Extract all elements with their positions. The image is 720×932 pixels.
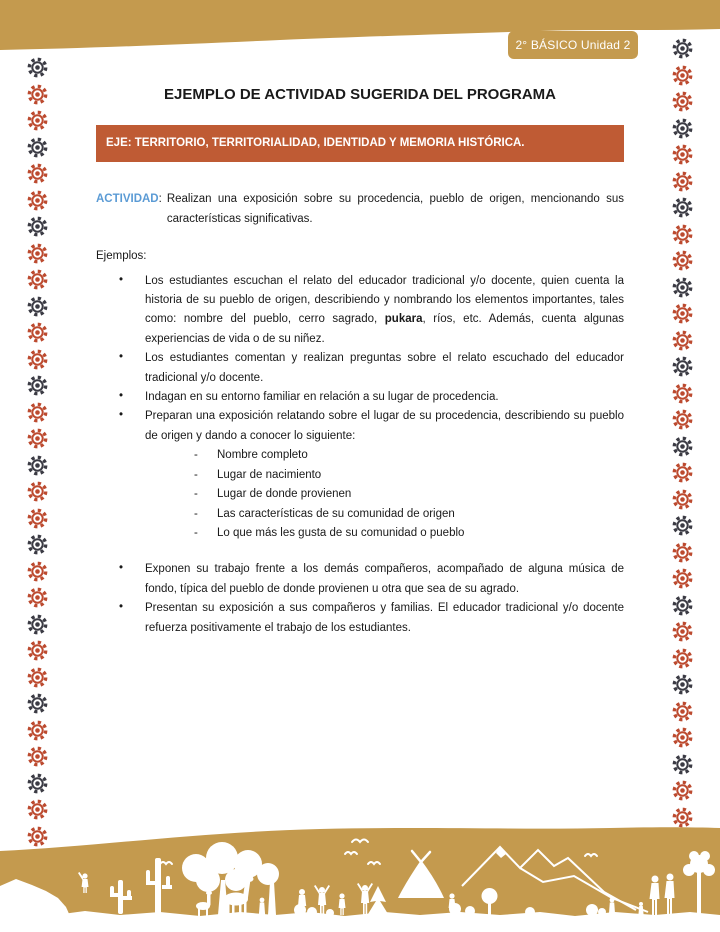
bullet-text: Los estudiantes escuchan el relato del educador tradicional y/o docente, quien cuenta la historia de su pueblo de origen, describiendo y nombrando los elementos importantes, tales como: nombre del pueblo, cerro sagrado, bbox=[145, 274, 624, 326]
chakana-motif-icon bbox=[672, 621, 693, 642]
chakana-motif-icon bbox=[27, 296, 48, 317]
sub-item-text: Lugar de nacimiento bbox=[217, 468, 322, 481]
example-bullet bbox=[96, 560, 624, 599]
chakana-motif-icon bbox=[27, 773, 48, 794]
chakana-motif-icon bbox=[672, 91, 693, 112]
chakana-motif-icon bbox=[27, 216, 48, 237]
chakana-motif-icon bbox=[27, 322, 48, 343]
sub-item-text: Lugar de donde provienen bbox=[217, 488, 352, 501]
chakana-motif-icon bbox=[27, 84, 48, 105]
chakana-motif-icon bbox=[672, 462, 693, 483]
chakana-motif-icon bbox=[672, 38, 693, 59]
bullet-text: Presentan su exposición a sus compañeros y familias. El educador tradicional y/o docente refuerza positivamente el trabajo de los estudiantes. bbox=[145, 602, 624, 634]
chakana-motif-icon bbox=[672, 436, 693, 457]
example-bullet bbox=[96, 349, 624, 388]
chakana-motif-icon bbox=[672, 409, 693, 430]
eje-banner-label: EJE: TERRITORIO, TERRITORIALIDAD, IDENTIDAD Y MEMORIA HISTÓRICA. bbox=[106, 137, 525, 150]
sub-item-text: Lo que más les gusta de su comunidad o pueblo bbox=[217, 527, 465, 539]
chakana-motif-icon bbox=[672, 648, 693, 669]
chakana-motif-icon bbox=[27, 243, 48, 264]
chakana-motif-icon bbox=[27, 137, 48, 158]
chakana-motif-icon bbox=[27, 667, 48, 688]
bullet-marker: • bbox=[119, 390, 124, 403]
chakana-motif-icon bbox=[672, 489, 693, 510]
bullet-text-bold: pukara bbox=[384, 313, 423, 326]
ornament-border-right bbox=[672, 38, 693, 828]
chakana-motif-icon bbox=[672, 250, 693, 271]
examples-heading: Ejemplos: bbox=[96, 250, 147, 263]
chakana-motif-icon bbox=[27, 746, 48, 767]
chakana-motif-icon bbox=[672, 197, 693, 218]
dash-marker: - bbox=[194, 468, 198, 481]
examples-list bbox=[96, 272, 624, 544]
bullet-text: Exponen su trabajo frente a los demás compañeros, acompañado de alguna música de fondo, típica del pueblo de donde provienen u otra que sea de su agrado. bbox=[145, 563, 624, 595]
dash-marker: - bbox=[194, 507, 198, 520]
chakana-motif-icon bbox=[27, 720, 48, 741]
unit-badge bbox=[508, 31, 638, 59]
chakana-motif-icon bbox=[27, 349, 48, 370]
chakana-motif-icon bbox=[672, 595, 693, 616]
bottom-band bbox=[0, 820, 720, 932]
chakana-motif-icon bbox=[672, 515, 693, 536]
bullet-marker: • bbox=[119, 562, 124, 575]
examples-list-2 bbox=[96, 560, 624, 638]
chakana-motif-icon bbox=[27, 375, 48, 396]
bullet-text: Indagan en su entorno familiar en relación a su lugar de procedencia. bbox=[145, 391, 499, 404]
activity-colon: : bbox=[158, 193, 162, 206]
chakana-motif-icon bbox=[672, 727, 693, 748]
ornament-border-left bbox=[27, 57, 48, 847]
activity-paragraph bbox=[96, 190, 624, 229]
sub-item bbox=[145, 466, 624, 485]
activity-text: Realizan una exposición sobre su procedencia, pueblo de origen, mencionando sus características significativas. bbox=[166, 193, 624, 225]
chakana-motif-icon bbox=[27, 190, 48, 211]
sub-item-text: Nombre completo bbox=[217, 449, 308, 462]
chakana-motif-icon bbox=[672, 303, 693, 324]
chakana-motif-icon bbox=[27, 402, 48, 423]
chakana-motif-icon bbox=[27, 799, 48, 820]
chakana-motif-icon bbox=[27, 693, 48, 714]
chakana-motif-icon bbox=[672, 674, 693, 695]
chakana-motif-icon bbox=[672, 171, 693, 192]
person-icon bbox=[259, 898, 265, 915]
dash-marker: - bbox=[194, 449, 198, 462]
chakana-motif-icon bbox=[27, 163, 48, 184]
chakana-motif-icon bbox=[672, 65, 693, 86]
chakana-motif-icon bbox=[672, 542, 693, 563]
bullet-text: Los estudiantes comentan y realizan preguntas sobre el relato escuchado del educador tradicional y/o docente. bbox=[145, 352, 624, 384]
person-icon bbox=[638, 902, 643, 915]
example-bullet bbox=[96, 599, 624, 638]
chakana-motif-icon bbox=[27, 614, 48, 635]
bullet-marker: • bbox=[119, 273, 124, 286]
chakana-motif-icon bbox=[27, 534, 48, 555]
bullet-marker: • bbox=[119, 409, 124, 422]
spacer bbox=[96, 543, 624, 560]
activity-label: ACTIVIDAD bbox=[96, 193, 159, 206]
sub-items-list bbox=[145, 446, 624, 543]
bullet-text: , ríos, etc. Además, cuenta algunas experiencias de vida o de su niñez. bbox=[145, 313, 624, 345]
chakana-motif-icon bbox=[672, 701, 693, 722]
unit-badge-label: 2° BÁSICO Unidad 2 bbox=[515, 38, 631, 52]
dash-marker: - bbox=[194, 527, 198, 539]
person-icon bbox=[609, 898, 615, 915]
chakana-motif-icon bbox=[27, 561, 48, 582]
chakana-motif-icon bbox=[27, 508, 48, 529]
chakana-motif-icon bbox=[672, 356, 693, 377]
chakana-motif-icon bbox=[672, 568, 693, 589]
document-content bbox=[96, 86, 624, 638]
bullet-marker: • bbox=[119, 601, 124, 614]
example-bullet bbox=[96, 388, 624, 407]
chakana-motif-icon bbox=[27, 640, 48, 661]
chakana-motif-icon bbox=[27, 110, 48, 131]
sub-item bbox=[145, 446, 624, 465]
page-title: EJEMPLO DE ACTIVIDAD SUGERIDA DEL PROGRAMA bbox=[164, 86, 556, 103]
chakana-motif-icon bbox=[27, 57, 48, 78]
chakana-motif-icon bbox=[27, 455, 48, 476]
sub-item bbox=[145, 485, 624, 504]
eje-banner bbox=[96, 125, 624, 162]
chakana-motif-icon bbox=[27, 428, 48, 449]
chakana-motif-icon bbox=[672, 277, 693, 298]
sub-item bbox=[145, 524, 624, 543]
bullet-marker: • bbox=[119, 351, 124, 364]
chakana-motif-icon bbox=[672, 144, 693, 165]
chakana-motif-icon bbox=[27, 587, 48, 608]
chakana-motif-icon bbox=[672, 224, 693, 245]
chakana-motif-icon bbox=[672, 330, 693, 351]
example-bullet bbox=[96, 407, 624, 543]
chakana-motif-icon bbox=[27, 481, 48, 502]
chakana-motif-icon bbox=[672, 780, 693, 801]
sub-item-text: Las características de su comunidad de origen bbox=[217, 507, 455, 520]
dash-marker: - bbox=[194, 488, 198, 501]
bullet-text: Preparan una exposición relatando sobre el lugar de su procedencia, describiendo su pueblo de origen y dando a conocer lo siguiente: bbox=[145, 410, 624, 442]
chakana-motif-icon bbox=[672, 383, 693, 404]
chakana-motif-icon bbox=[672, 118, 693, 139]
example-bullet bbox=[96, 272, 624, 350]
chakana-motif-icon bbox=[672, 754, 693, 775]
sub-item bbox=[145, 505, 624, 524]
chakana-motif-icon bbox=[27, 269, 48, 290]
